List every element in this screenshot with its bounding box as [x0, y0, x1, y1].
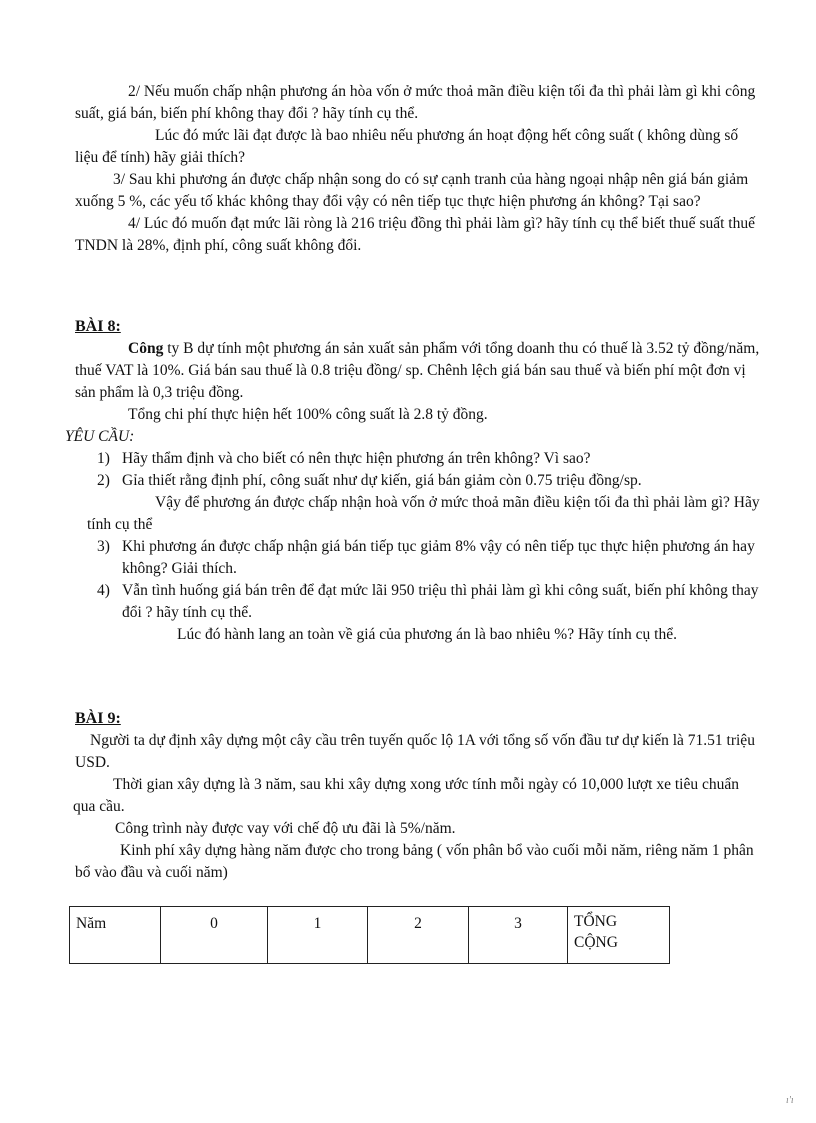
bai8-intro [75, 338, 765, 404]
table-row [70, 907, 670, 964]
task-text: Vẫn tình huống giá bán trên để đạt mức lãi 950 triệu thì phải làm gì khi công suất, biến phí không thay đổi ? hãy tính cụ thể. [122, 582, 759, 621]
task-item-2 [97, 470, 765, 492]
task-item-4 [97, 580, 765, 624]
total-label-line1: TỔNG [574, 913, 618, 930]
task-text: Hãy thẩm định và cho biết có nên thực hiện phương án trên không? Vì sao? [122, 450, 591, 467]
bai9-paragraph-2: Thời gian xây dựng là 3 năm, sau khi xây dựng xong ước tính mỗi ngày có 10,000 lượt xe tiêu chuẩn qua cầu. [73, 776, 739, 815]
bai9-paragraph-4: Kinh phí xây dựng hàng năm được cho trong bảng ( vốn phân bổ vào cuối mỗi năm, riêng năm 1 phân bổ vào đầu và cuối năm) [75, 842, 754, 881]
bai8-task-list [97, 448, 765, 492]
table-cell-year: 0 [161, 907, 268, 964]
table-cell-year: 2 [368, 907, 469, 964]
task-number: 4) [97, 582, 110, 599]
bai9-section [75, 708, 765, 884]
task-number: 2) [97, 472, 110, 489]
total-label-line2: CỘNG [574, 934, 618, 951]
task-item-1 [97, 448, 765, 470]
prev-exercise-questions [75, 81, 765, 257]
bai9-heading: BÀI 9: [75, 710, 121, 727]
task-item-3 [97, 536, 765, 580]
table-cell-year: 3 [469, 907, 568, 964]
construction-cost-table [69, 906, 670, 964]
question-4: 4/ Lúc đó muốn đạt mức lãi ròng là 216 triệu đồng thì phải làm gì? hãy tính cụ thể biết thuế suất thuế TNDN là 28%, định phí, công suất không đổi. [75, 215, 755, 254]
task-text: Khi phương án được chấp nhận giá bán tiếp tục giảm 8% vậy có nên tiếp tục thực hiện phương án hay không? Giải thích. [122, 538, 755, 577]
table-cell-year: 1 [268, 907, 368, 964]
bai8-cost: Tổng chi phí thực hiện hết 100% công suất là 2.8 tỷ đồng. [128, 406, 488, 423]
bai8-intro-text: ty B dự tính một phương án sản xuất sản phẩm với tổng doanh thu có thuế là 3.52 tỷ đồng/năm, thuế VAT là 10%. Giá bán sau thuế là 0.8 triệu đồng/ sp. Chênh lệch giá bán sau thuế và biến phí một đơn vị sản phẩm là 0,3 triệu đồng. [75, 340, 760, 401]
question-2-followup: Lúc đó mức lãi đạt được là bao nhiêu nếu phương án hoạt động hết công suất ( không dùng số liệu để tính) hãy giải thích? [75, 127, 739, 166]
task-2-continuation: Vậy để phương án được chấp nhận hoà vốn ở mức thoả mãn điều kiện tối đa thì phải làm gì? Hãy tính cụ thể [87, 494, 760, 533]
bai9-paragraph-1: Người ta dự định xây dựng một cây cầu trên tuyến quốc lộ 1A với tổng số vốn đầu tư dự kiến là 71.51 triệu USD. [75, 732, 755, 771]
bai8-heading: BÀI 8: [75, 318, 121, 335]
table-header-year: Năm [70, 907, 161, 964]
bai9-paragraph-3: Công trình này được vay với chế độ ưu đãi là 5%/năm. [115, 820, 456, 837]
table-cell-total [568, 907, 670, 964]
bai8-intro-company: Công [128, 340, 164, 357]
bai8-requirement-label: YÊU CẦU: [65, 428, 135, 445]
question-2: 2/ Nếu muốn chấp nhận phương án hòa vốn ở mức thoả mãn điều kiện tối đa thì phải làm gì khi công suất, giá bán, biến phí không thay đổi ? hãy tính cụ thể. [75, 83, 756, 122]
bai8-task-list-cont [97, 536, 765, 624]
page-mark: ı'ı [786, 1095, 794, 1106]
task-number: 1) [97, 450, 110, 467]
question-3: 3/ Sau khi phương án được chấp nhận song do có sự cạnh tranh của hàng ngoại nhập nên giá bán giảm xuống 5 %, các yếu tố khác không thay đổi vậy có nên tiếp tục thực hiện phương án không? Tại sao? [75, 171, 749, 210]
task-4-continuation: Lúc đó hành lang an toàn về giá của phương án là bao nhiêu %? Hãy tính cụ thể. [177, 626, 677, 643]
task-text: Gỉa thiết rằng định phí, công suất như dự kiến, giá bán giảm còn 0.75 triệu đồng/sp. [122, 472, 642, 489]
task-number: 3) [97, 538, 110, 555]
bai8-section [65, 316, 765, 646]
